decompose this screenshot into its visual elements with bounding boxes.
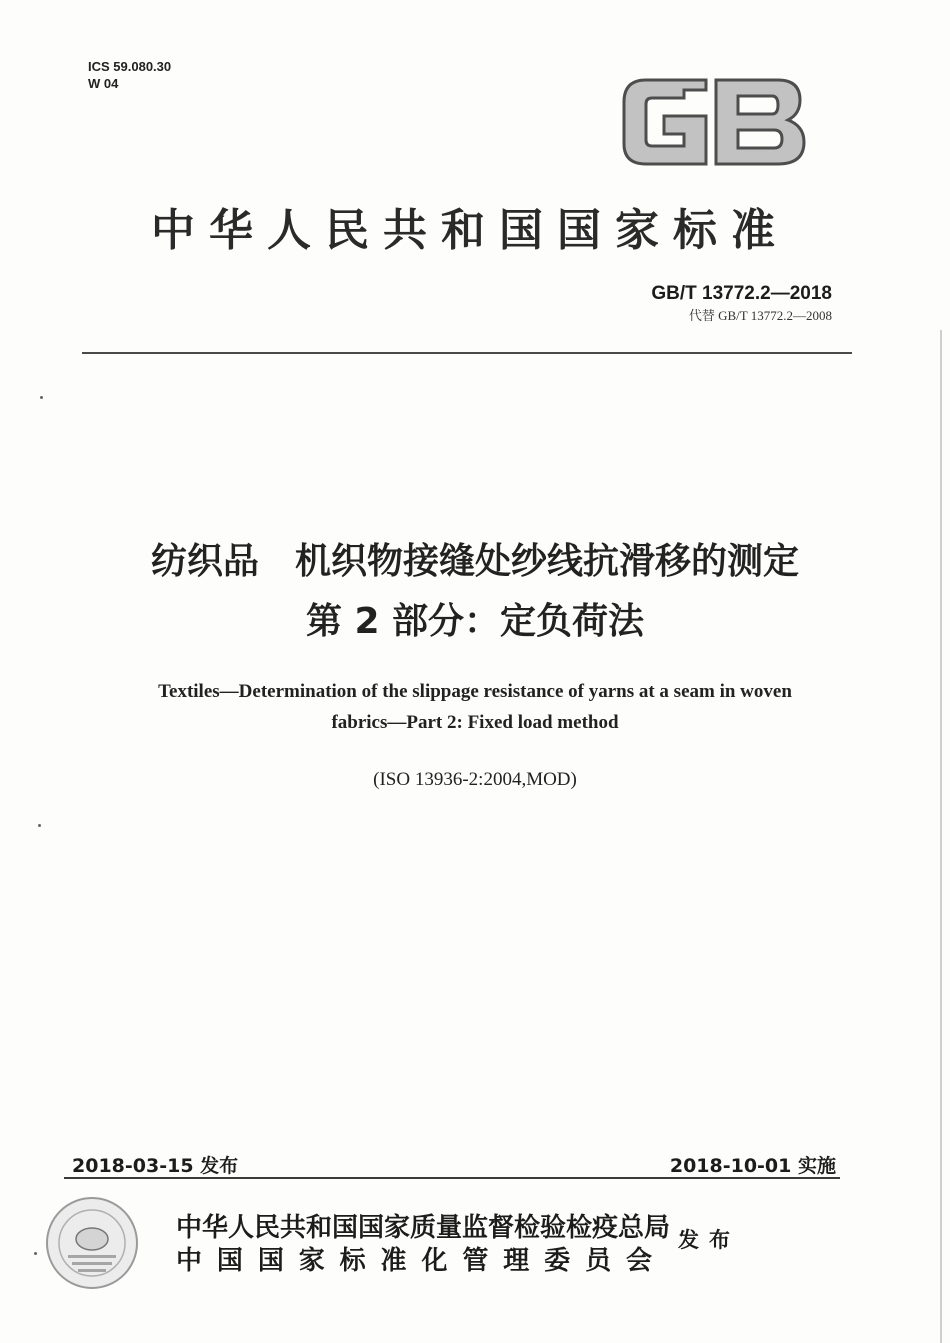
issuer-sac-char: 化: [421, 1246, 448, 1276]
title-chinese-line2: 第 2 部分：定负荷法: [305, 601, 645, 642]
title-english-line2: fabrics—Part 2: Fixed load method: [331, 712, 619, 733]
scan-speck: [38, 824, 41, 827]
issuer-sac-char: 员: [585, 1246, 612, 1276]
ccs-code: W 04: [88, 76, 119, 91]
issuer-sac-char: 管: [462, 1246, 489, 1276]
issuer-sac-char: 国: [216, 1246, 243, 1276]
issuer-sac-char: 理: [503, 1246, 530, 1276]
issuer-sac-char: 家: [298, 1246, 325, 1276]
issuer-sac-char: 准: [380, 1246, 407, 1276]
scan-speck: [40, 396, 43, 399]
implementation-date: 2018-10-01 实施: [669, 1155, 836, 1177]
header-divider: [82, 352, 852, 354]
gb-logo: [618, 74, 808, 170]
ics-code: ICS 59.080.30: [88, 59, 172, 74]
certification-seal: [44, 1195, 140, 1291]
replaces-standard: 代替 GB/T 13772.2—2008: [688, 308, 832, 323]
title-chinese-line1: 纺织品 机织物接缝处纱线抗滑移的测定: [150, 541, 799, 582]
scan-speck: [34, 1252, 37, 1255]
issuer-sac-char: 标: [339, 1246, 366, 1276]
publish-label: 发布: [678, 1227, 740, 1252]
issuer-sac-char: 委: [544, 1246, 571, 1276]
issue-date: 2018-03-15 发布: [72, 1155, 239, 1177]
national-standard-title: 中华人民共和国国家标准: [151, 205, 789, 256]
gb-logo-b: [716, 80, 804, 164]
issuer-sac: [176, 1240, 652, 1277]
footer-divider: [64, 1177, 840, 1179]
ics-code-block: [88, 58, 171, 92]
gb-logo-g: [624, 80, 706, 164]
issuer-aqsiq: 中华人民共和国国家质量监督检验检疫总局: [176, 1213, 671, 1243]
issuer-sac-char: 中: [176, 1246, 203, 1276]
issuer-sac-char: 会: [625, 1246, 652, 1276]
iso-reference: (ISO 13936-2:2004,MOD): [373, 769, 577, 790]
title-english: [60, 676, 890, 738]
title-english-line1: Textiles—Determination of the slippage resistance of yarns at a seam in woven: [158, 681, 792, 702]
page-edge-line: [940, 330, 942, 1343]
issuer-sac-char: 国: [257, 1246, 284, 1276]
standard-number: GB/T 13772.2—2018: [651, 283, 832, 304]
